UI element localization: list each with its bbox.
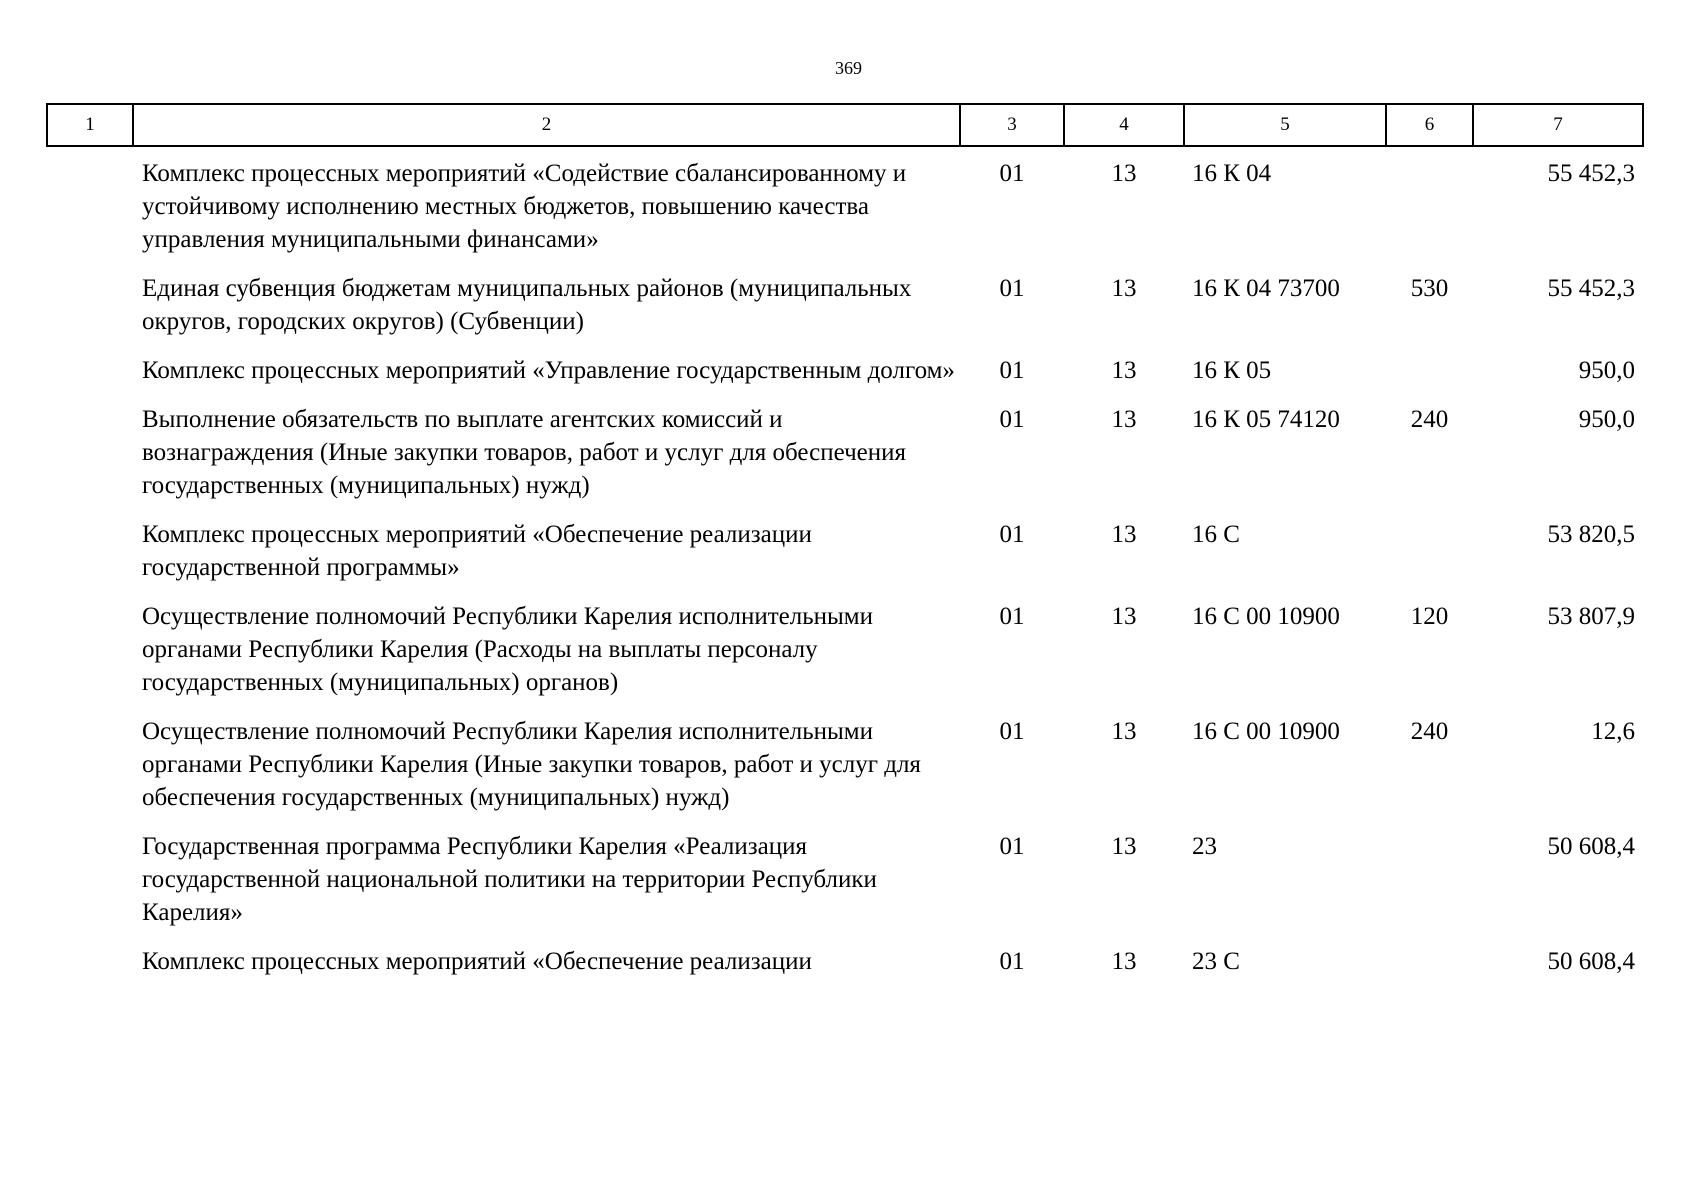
row-name: Комплекс процессных мероприятий «Содействие сбалансированному и устойчивому исполнению местных бюджетов, повышению качества управления муниципальными финансами» xyxy=(142,160,907,253)
section-code: 01 xyxy=(999,603,1025,630)
row-index-cell xyxy=(47,830,133,945)
table-row xyxy=(47,146,1643,272)
row-name: Единая субвенция бюджетам муниципальных районов (муниципальных округов, городских округов) (Субвенции) xyxy=(142,275,912,335)
table-row xyxy=(47,715,1643,830)
table-row xyxy=(47,272,1643,354)
table-row xyxy=(47,830,1643,945)
amount: 12,6 xyxy=(1591,718,1635,745)
row-index-cell xyxy=(47,518,133,600)
budget-table xyxy=(46,103,1644,994)
column-header: 3 xyxy=(960,104,1064,146)
row-index-cell xyxy=(47,600,133,715)
amount: 55 452,3 xyxy=(1547,275,1635,302)
amount: 50 608,4 xyxy=(1547,948,1635,975)
section-code: 01 xyxy=(999,275,1025,302)
amount: 50 608,4 xyxy=(1547,833,1635,860)
column-header: 6 xyxy=(1386,104,1473,146)
amount: 53 820,5 xyxy=(1547,521,1635,548)
section-code: 01 xyxy=(999,521,1025,548)
column-header: 7 xyxy=(1473,104,1643,146)
row-index-cell xyxy=(47,715,133,830)
table-row xyxy=(47,518,1643,600)
row-name: Комплекс процессных мероприятий «Управление государственным долгом» xyxy=(142,357,955,384)
expense-type: 240 xyxy=(1410,718,1449,745)
column-number-header-row xyxy=(47,104,1643,146)
column-header: 1 xyxy=(47,104,133,146)
target-article: 23 xyxy=(1192,833,1217,860)
row-index-cell xyxy=(47,272,133,354)
row-name: Осуществление полномочий Республики Карелия исполнительными органами Республики Карелия (Иные закупки товаров, работ и услуг для обеспечения государственных (муниципальных) нужд) xyxy=(142,718,921,811)
section-code: 01 xyxy=(999,833,1025,860)
target-article: 16 К 05 xyxy=(1192,357,1272,384)
expense-type: 530 xyxy=(1410,275,1449,302)
row-name: Комплекс процессных мероприятий «Обеспечение реализации государственной программы» xyxy=(142,521,812,581)
row-name: Осуществление полномочий Республики Карелия исполнительными органами Республики Карелия (Расходы на выплаты персоналу государственных (муниципальных) органов) xyxy=(142,603,873,696)
amount: 55 452,3 xyxy=(1547,160,1635,187)
expense-type: 240 xyxy=(1410,406,1449,433)
subsection-code: 13 xyxy=(1111,603,1137,630)
section-code: 01 xyxy=(999,948,1025,975)
section-code: 01 xyxy=(999,160,1025,187)
table-row xyxy=(47,403,1643,518)
row-name: Государственная программа Республики Карелия «Реализация государственной национальной политики на территории Республики Карелия» xyxy=(142,833,877,926)
subsection-code: 13 xyxy=(1111,521,1137,548)
amount: 53 807,9 xyxy=(1547,603,1635,630)
section-code: 01 xyxy=(999,406,1025,433)
target-article: 16 К 04 xyxy=(1192,160,1272,187)
section-code: 01 xyxy=(999,718,1025,745)
subsection-code: 13 xyxy=(1111,718,1137,745)
table-row xyxy=(47,600,1643,715)
row-index-cell xyxy=(47,403,133,518)
expense-type xyxy=(1386,945,1473,994)
table-row xyxy=(47,354,1643,403)
column-header: 2 xyxy=(133,104,960,146)
table-row xyxy=(47,945,1643,994)
subsection-code: 13 xyxy=(1111,406,1137,433)
target-article: 16 С 00 10900 xyxy=(1192,603,1340,630)
target-article: 16 К 05 74120 xyxy=(1192,406,1340,433)
expense-type xyxy=(1386,830,1473,945)
column-header: 5 xyxy=(1184,104,1386,146)
page-number: 369 xyxy=(835,58,862,78)
column-header: 4 xyxy=(1064,104,1184,146)
target-article: 23 С xyxy=(1192,948,1240,975)
subsection-code: 13 xyxy=(1111,160,1137,187)
row-name: Комплекс процессных мероприятий «Обеспечение реализации xyxy=(142,948,812,975)
row-index-cell xyxy=(47,146,133,272)
target-article: 16 С 00 10900 xyxy=(1192,718,1340,745)
subsection-code: 13 xyxy=(1111,357,1137,384)
amount: 950,0 xyxy=(1578,357,1635,384)
target-article: 16 С xyxy=(1192,521,1240,548)
subsection-code: 13 xyxy=(1111,275,1137,302)
amount: 950,0 xyxy=(1578,406,1635,433)
expense-type xyxy=(1386,354,1473,403)
expense-type: 120 xyxy=(1410,603,1449,630)
expense-type xyxy=(1386,518,1473,600)
subsection-code: 13 xyxy=(1111,833,1137,860)
expense-type xyxy=(1386,146,1473,272)
subsection-code: 13 xyxy=(1111,948,1137,975)
row-index-cell xyxy=(47,945,133,994)
row-index-cell xyxy=(47,354,133,403)
target-article: 16 К 04 73700 xyxy=(1192,275,1340,302)
row-name: Выполнение обязательств по выплате агентских комиссий и вознаграждения (Иные закупки товаров, работ и услуг для обеспечения государственных (муниципальных) нужд) xyxy=(142,406,907,499)
section-code: 01 xyxy=(999,357,1025,384)
